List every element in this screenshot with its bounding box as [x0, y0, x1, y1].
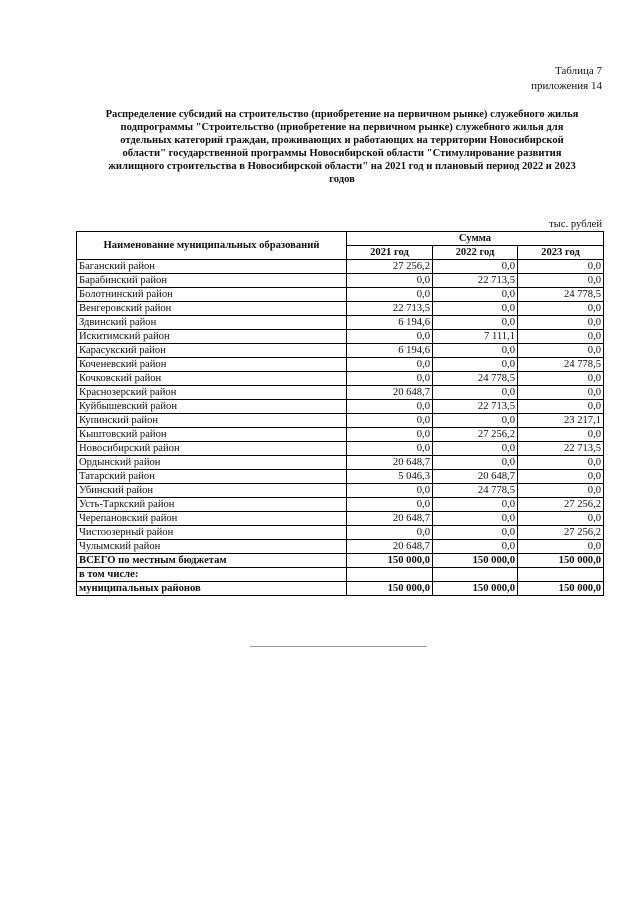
row-name-cell: Баганский район: [77, 260, 347, 274]
row-2022-cell: 0,0: [433, 302, 518, 316]
row-2023-cell: 27 256,2: [518, 498, 604, 512]
table-row: [77, 288, 604, 302]
table-row: [77, 358, 604, 372]
title-line: годов: [329, 174, 355, 185]
table-row: [77, 414, 604, 428]
row-2021-cell: 20 648,7: [347, 512, 433, 526]
row-name-cell: Кыштовский район: [77, 428, 347, 442]
row-2022-cell: 7 111,1: [433, 330, 518, 344]
row-2021-cell: 0,0: [347, 484, 433, 498]
row-2021-cell: 0,0: [347, 414, 433, 428]
row-2023-cell: 27 256,2: [518, 526, 604, 540]
title-line: подпрограммы "Строительство (приобретение на первичном рынке) служебного жилья для: [120, 122, 564, 133]
row-2021-cell: 22 713,5: [347, 302, 433, 316]
including-label: в том числе:: [77, 568, 347, 582]
row-2022-cell: 0,0: [433, 344, 518, 358]
row-2021-cell: 20 648,7: [347, 386, 433, 400]
row-2022-cell: 0,0: [433, 512, 518, 526]
column-header-sum: Сумма: [347, 232, 604, 246]
row-2021-cell: 6 194,6: [347, 316, 433, 330]
row-name-cell: Чистоозерный район: [77, 526, 347, 540]
row-2022-cell: 0,0: [433, 540, 518, 554]
row-2023-cell: 23 217,1: [518, 414, 604, 428]
row-2023-cell: 0,0: [518, 428, 604, 442]
row-2023-cell: 0,0: [518, 316, 604, 330]
row-2023-cell: 0,0: [518, 386, 604, 400]
row-2021-cell: 20 648,7: [347, 540, 433, 554]
row-name-cell: Убинский район: [77, 484, 347, 498]
row-2022-cell: 0,0: [433, 414, 518, 428]
row-2021-cell: 0,0: [347, 358, 433, 372]
row-2023-cell: 24 778,5: [518, 358, 604, 372]
document-title: [78, 108, 606, 186]
row-2023-cell: 0,0: [518, 344, 604, 358]
row-2022-cell: 0,0: [433, 442, 518, 456]
column-header-2023: 2023 год: [518, 246, 604, 260]
row-name-cell: Черепановский район: [77, 512, 347, 526]
table-row: [77, 526, 604, 540]
table-row: [77, 386, 604, 400]
row-2022-cell: 22 713,5: [433, 274, 518, 288]
total-row: [77, 554, 604, 568]
total-2022: 150 000,0: [433, 554, 518, 568]
total-2021: 150 000,0: [347, 554, 433, 568]
table-row: [77, 484, 604, 498]
row-2022-cell: 0,0: [433, 316, 518, 330]
row-name-cell: Болотнинский район: [77, 288, 347, 302]
row-2021-cell: 0,0: [347, 428, 433, 442]
row-2023-cell: 24 778,5: [518, 288, 604, 302]
row-2021-cell: 0,0: [347, 372, 433, 386]
row-name-cell: Татарский район: [77, 470, 347, 484]
table-row: [77, 302, 604, 316]
empty-cell: [433, 568, 518, 582]
row-2022-cell: 20 648,7: [433, 470, 518, 484]
municipal-2022: 150 000,0: [433, 582, 518, 596]
title-line: жилищного строительства в Новосибирской области" на 2021 год и плановый период 2022 и 2023: [108, 161, 576, 172]
table-row: [77, 274, 604, 288]
column-header-name: Наименование муниципальных образований: [77, 232, 347, 260]
row-2021-cell: 6 194,6: [347, 344, 433, 358]
table-row: [77, 344, 604, 358]
subsidy-table: [76, 231, 604, 596]
municipal-2023: 150 000,0: [518, 582, 604, 596]
row-2023-cell: 0,0: [518, 274, 604, 288]
row-name-cell: Усть-Таркский район: [77, 498, 347, 512]
row-name-cell: Новосибирский район: [77, 442, 347, 456]
row-2021-cell: 0,0: [347, 330, 433, 344]
row-2021-cell: 5 046,3: [347, 470, 433, 484]
municipal-label: муниципальных районов: [77, 582, 347, 596]
row-2022-cell: 24 778,5: [433, 372, 518, 386]
table-row: [77, 456, 604, 470]
row-2021-cell: 0,0: [347, 288, 433, 302]
row-2022-cell: 22 713,5: [433, 400, 518, 414]
row-2023-cell: 0,0: [518, 456, 604, 470]
title-line: области" государственной программы Новосибирской области "Стимулирование развития: [122, 148, 562, 159]
title-line: отдельных категорий граждан, проживающих и работающих на территории Новосибирской: [120, 135, 564, 146]
row-2023-cell: 0,0: [518, 512, 604, 526]
column-header-2022: 2022 год: [433, 246, 518, 260]
total-2023: 150 000,0: [518, 554, 604, 568]
title-line: Распределение субсидий на строительство (приобретение на первичном рынке) служебного жилья: [105, 109, 579, 120]
row-name-cell: Искитимский район: [77, 330, 347, 344]
row-name-cell: Кочковский район: [77, 372, 347, 386]
row-2023-cell: 0,0: [518, 470, 604, 484]
including-row: [77, 568, 604, 582]
row-2023-cell: 0,0: [518, 400, 604, 414]
table-number-label: Таблица 7: [554, 65, 602, 77]
row-name-cell: Чулымский район: [77, 540, 347, 554]
table-row: [77, 316, 604, 330]
row-2022-cell: 0,0: [433, 386, 518, 400]
row-2023-cell: 0,0: [518, 484, 604, 498]
total-label: ВСЕГО по местным бюджетам: [77, 554, 347, 568]
municipal-row: [77, 582, 604, 596]
units-label: тыс. рублей: [549, 219, 602, 230]
row-2023-cell: 22 713,5: [518, 442, 604, 456]
row-name-cell: Здвинский район: [77, 316, 347, 330]
table-row: [77, 498, 604, 512]
table-row: [77, 260, 604, 274]
row-name-cell: Купинский район: [77, 414, 347, 428]
row-2023-cell: 0,0: [518, 302, 604, 316]
row-name-cell: Коченевский район: [77, 358, 347, 372]
appendix-label: приложения 14: [531, 80, 602, 92]
row-2021-cell: 0,0: [347, 526, 433, 540]
row-2022-cell: 0,0: [433, 288, 518, 302]
table-row: [77, 372, 604, 386]
row-2022-cell: 0,0: [433, 498, 518, 512]
empty-cell: [518, 568, 604, 582]
row-2021-cell: 0,0: [347, 498, 433, 512]
row-2023-cell: 0,0: [518, 372, 604, 386]
table-row: [77, 400, 604, 414]
row-2021-cell: 0,0: [347, 400, 433, 414]
row-2021-cell: 27 256,2: [347, 260, 433, 274]
row-2021-cell: 20 648,7: [347, 456, 433, 470]
row-2022-cell: 0,0: [433, 456, 518, 470]
row-2022-cell: 0,0: [433, 358, 518, 372]
row-2021-cell: 0,0: [347, 442, 433, 456]
row-name-cell: Ордынский район: [77, 456, 347, 470]
row-2023-cell: 0,0: [518, 540, 604, 554]
row-name-cell: Венгеровский район: [77, 302, 347, 316]
empty-cell: [347, 568, 433, 582]
document-header: [531, 64, 602, 94]
row-2023-cell: 0,0: [518, 330, 604, 344]
row-name-cell: Куйбышевский район: [77, 400, 347, 414]
municipal-2021: 150 000,0: [347, 582, 433, 596]
table-row: [77, 330, 604, 344]
table-row: [77, 428, 604, 442]
row-2021-cell: 0,0: [347, 274, 433, 288]
row-2022-cell: 0,0: [433, 260, 518, 274]
footer-divider: [250, 646, 427, 647]
table-row: [77, 512, 604, 526]
table-body: [77, 260, 604, 554]
table-row: [77, 470, 604, 484]
row-name-cell: Барабинский район: [77, 274, 347, 288]
row-2022-cell: 27 256,2: [433, 428, 518, 442]
column-header-2021: 2021 год: [347, 246, 433, 260]
table-row: [77, 540, 604, 554]
row-2022-cell: 24 778,5: [433, 484, 518, 498]
row-2022-cell: 0,0: [433, 526, 518, 540]
row-name-cell: Карасукский район: [77, 344, 347, 358]
row-name-cell: Краснозерский район: [77, 386, 347, 400]
row-2023-cell: 0,0: [518, 260, 604, 274]
table-row: [77, 442, 604, 456]
